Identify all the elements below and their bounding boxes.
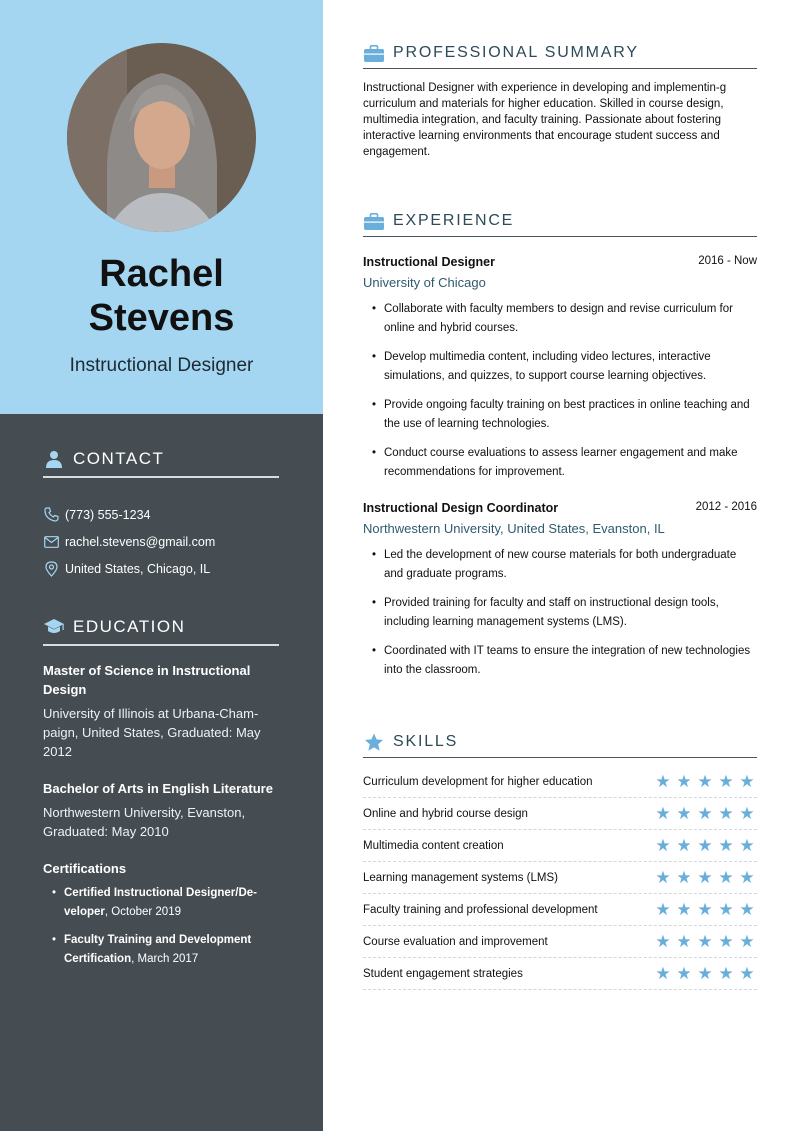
- rating-star-icon: ★: [718, 932, 734, 951]
- skill-rating: [653, 773, 757, 790]
- contact-section: [43, 444, 279, 582]
- degree-title: Master of Science in Instructional Design: [43, 663, 251, 697]
- rating-star-icon: ★: [697, 804, 713, 823]
- job-bullet: • Collaborate with faculty members to design and revise curriculum for online and hybrid courses.: [363, 300, 757, 338]
- job-bullet: • Provided training for faculty and staff on instructional design tools, including learning management systems (LMS).: [363, 594, 757, 632]
- skill-name: Faculty training and professional development: [363, 903, 598, 916]
- experience-heading: EXPERIENCE: [393, 212, 515, 229]
- rating-star-icon: ★: [655, 772, 671, 791]
- rating-star-icon: ★: [655, 868, 671, 887]
- name-first: Rachel: [99, 253, 224, 295]
- experience-section: [363, 206, 757, 690]
- star-icon: [363, 732, 384, 753]
- degree-item: [43, 779, 279, 841]
- skills-list: [363, 766, 757, 990]
- rating-star-icon: ★: [697, 900, 713, 919]
- rating-star-icon: ★: [718, 964, 734, 983]
- skill-name: Multimedia content creation: [363, 839, 504, 852]
- skill-row: [363, 862, 757, 894]
- skill-row: [363, 926, 757, 958]
- rating-star-icon: ★: [718, 772, 734, 791]
- rating-star-icon: ★: [676, 772, 692, 791]
- degree-item: [43, 661, 279, 761]
- skill-rating: [653, 901, 757, 918]
- rating-star-icon: ★: [718, 900, 734, 919]
- degree-institution: University of Illinois at Urbana-Cham-paign, United States, Graduated: May 2012: [43, 706, 261, 759]
- rating-star-icon: ★: [739, 964, 755, 983]
- degree-title: Bachelor of Arts in English Literature: [43, 781, 273, 796]
- rating-star-icon: ★: [676, 836, 692, 855]
- skill-name: Learning management systems (LMS): [363, 871, 558, 884]
- job-dates: 2016 - Now: [698, 255, 757, 267]
- email-text: rachel.stevens@gmail.com: [65, 534, 216, 549]
- skill-rating: [653, 965, 757, 982]
- skill-name: Curriculum development for higher education: [363, 775, 593, 788]
- certifications-list: [43, 884, 279, 969]
- rating-star-icon: ★: [676, 868, 692, 887]
- candidate-role: Instructional Designer: [69, 355, 254, 376]
- rating-star-icon: ★: [676, 964, 692, 983]
- rating-star-icon: ★: [718, 804, 734, 823]
- rating-star-icon: ★: [697, 772, 713, 791]
- rating-star-icon: ★: [739, 836, 755, 855]
- certification-date: , March 2017: [131, 953, 199, 965]
- education-heading-row: [43, 612, 279, 646]
- skill-name: Course evaluation and improvement: [363, 935, 548, 948]
- location-text: United States, Chicago, IL: [65, 561, 211, 576]
- rating-star-icon: ★: [739, 804, 755, 823]
- rating-star-icon: ★: [655, 964, 671, 983]
- certification-name: Faculty Training and Development Certification: [64, 934, 252, 965]
- phone-icon: [43, 507, 59, 523]
- education-section: [43, 612, 279, 978]
- rating-star-icon: ★: [655, 836, 671, 855]
- skill-name: Online and hybrid course design: [363, 807, 528, 820]
- job-organization: Northwestern University, United States, Evanston, IL: [363, 521, 665, 536]
- rating-star-icon: ★: [739, 772, 755, 791]
- skill-rating: [653, 837, 757, 854]
- rating-star-icon: ★: [718, 836, 734, 855]
- candidate-name: [0, 252, 323, 340]
- profile-photo: [67, 43, 256, 232]
- contact-list: [43, 501, 279, 582]
- rating-star-icon: ★: [655, 932, 671, 951]
- certification-date: , October 2019: [104, 906, 181, 918]
- job-organization: University of Chicago: [363, 275, 486, 290]
- rating-star-icon: ★: [676, 900, 692, 919]
- rating-star-icon: ★: [697, 964, 713, 983]
- graduation-cap-icon: [43, 616, 65, 638]
- skill-rating: [653, 933, 757, 950]
- job-title: Instructional Design Coordinator: [363, 501, 559, 515]
- skill-row: [363, 958, 757, 990]
- skill-rating: [653, 869, 757, 886]
- job-bullet: • Coordinated with IT teams to ensure the integration of new technologies into the classroom.: [363, 642, 757, 680]
- experience-heading-row: [363, 206, 757, 237]
- skills-heading: SKILLS: [393, 733, 459, 750]
- job-bullet: • Develop multimedia content, including video lectures, interactive simulations, and quizzes, to support course learning objectives.: [363, 348, 757, 386]
- briefcase-icon: [363, 43, 384, 64]
- skill-rating: [653, 805, 757, 822]
- skill-name: Student engagement strategies: [363, 967, 523, 980]
- mail-icon: [43, 534, 59, 550]
- job-bullet: • Conduct course evaluations to assess learner engagement and make recommendations for improvement.: [363, 444, 757, 482]
- rating-star-icon: ★: [697, 868, 713, 887]
- job-title: Instructional Designer: [363, 255, 495, 269]
- summary-text: Instructional Designer with experience in developing and implementin-g curriculum and materials for higher education. Skilled in course design, multimedia integration, and faculty training. Passionate about fostering interactive learning environments that encourage student success and engagement.: [363, 82, 727, 158]
- rating-star-icon: ★: [739, 900, 755, 919]
- job-bullet: • Provide ongoing faculty training on best practices in online teaching and the use of learning technologies.: [363, 396, 757, 434]
- contact-email[interactable]: [43, 528, 279, 555]
- job-entry: [363, 501, 757, 680]
- job-bullet: • Led the development of new course materials for both undergraduate and graduate programs.: [363, 546, 757, 584]
- rating-star-icon: ★: [676, 932, 692, 951]
- summary-heading: PROFESSIONAL SUMMARY: [393, 44, 639, 61]
- contact-phone[interactable]: [43, 501, 279, 528]
- certification-item: [43, 931, 279, 969]
- rating-star-icon: ★: [697, 932, 713, 951]
- contact-heading: CONTACT: [73, 449, 165, 468]
- rating-star-icon: ★: [718, 868, 734, 887]
- skill-row: [363, 894, 757, 926]
- skill-row: [363, 830, 757, 862]
- rating-star-icon: ★: [655, 900, 671, 919]
- job-entry: [363, 255, 757, 482]
- skill-row: [363, 766, 757, 798]
- education-heading: EDUCATION: [73, 617, 186, 636]
- certification-item: [43, 884, 279, 922]
- certifications-block: [43, 861, 279, 969]
- skills-section: [363, 727, 757, 990]
- summary-section: [363, 38, 757, 160]
- name-last: Stevens: [88, 297, 235, 339]
- rating-star-icon: ★: [739, 868, 755, 887]
- certification-name: Certified Instructional Designer/De-veloper: [64, 887, 257, 918]
- phone-text: (773) 555-1234: [65, 507, 151, 522]
- certifications-heading: Certifications: [43, 861, 127, 876]
- location-pin-icon: [43, 561, 59, 577]
- rating-star-icon: ★: [676, 804, 692, 823]
- rating-star-icon: ★: [655, 804, 671, 823]
- degree-institution: Northwestern University, Evanston, Graduated: May 2010: [43, 805, 246, 839]
- rating-star-icon: ★: [697, 836, 713, 855]
- skill-row: [363, 798, 757, 830]
- job-dates: 2012 - 2016: [695, 501, 757, 513]
- job-bullets: [363, 300, 757, 482]
- contact-heading-row: [43, 444, 279, 478]
- rating-star-icon: ★: [739, 932, 755, 951]
- job-bullets: [363, 546, 757, 680]
- summary-heading-row: [363, 38, 757, 69]
- contact-location: [43, 555, 279, 582]
- skills-heading-row: [363, 727, 757, 758]
- user-icon: [43, 448, 65, 470]
- briefcase-icon: [363, 211, 384, 232]
